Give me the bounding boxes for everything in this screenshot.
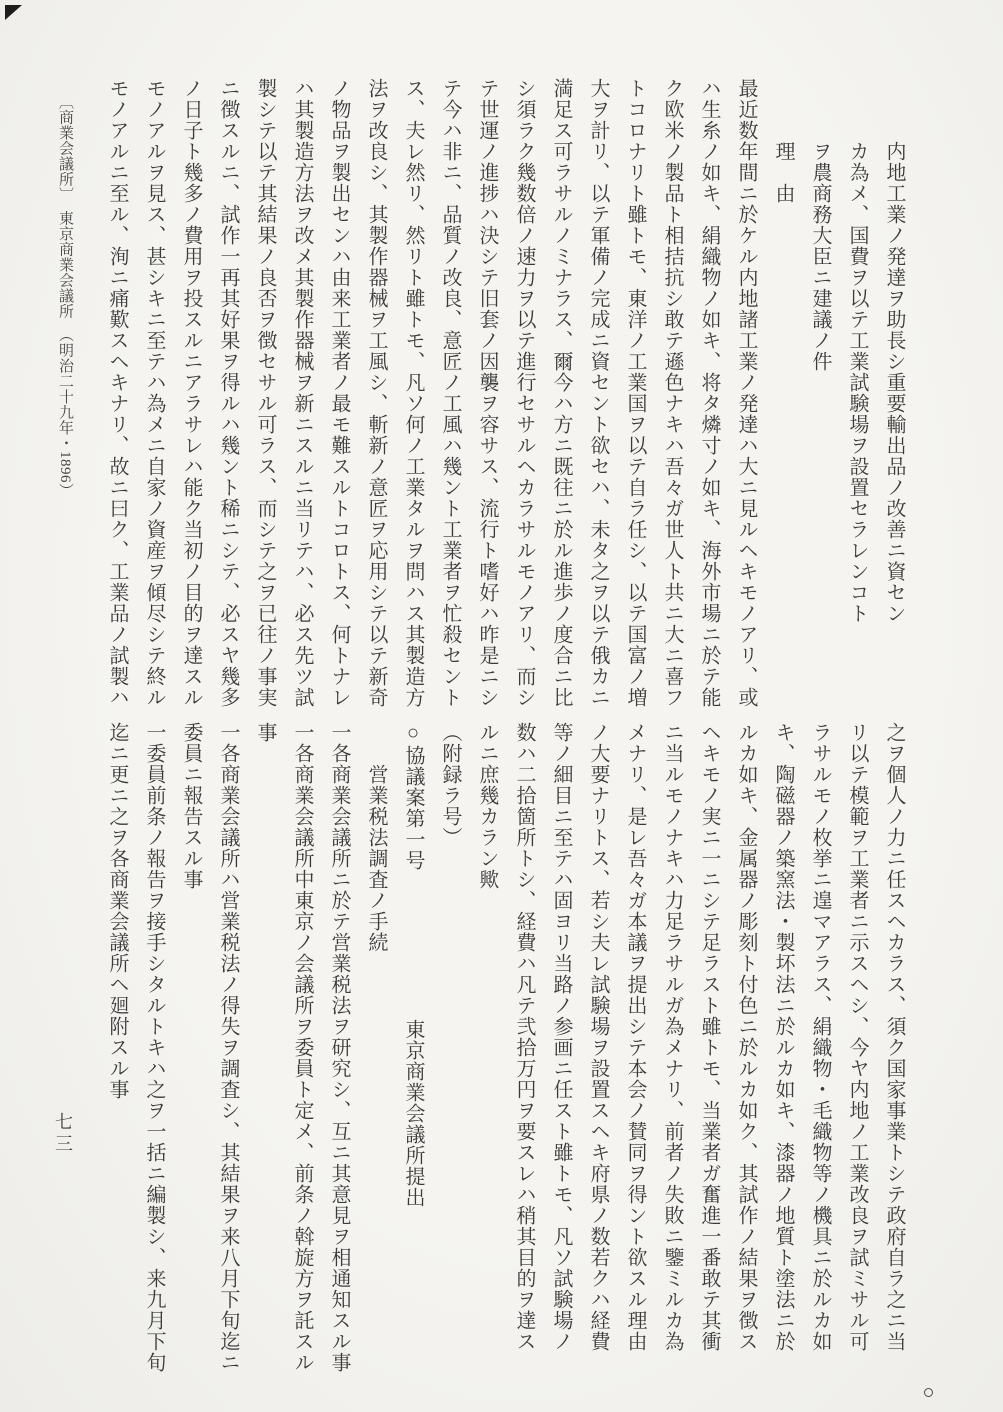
body-line: ク欧米ノ製品ト相拮抗シ敢テ遜色ナキハ吾々ガ世人ト共ニ大ニ喜フ [661, 78, 683, 708]
body-line: 法ヲ改良シ、其製作器械ヲ工風シ、斬新ノ意匠ヲ応用シテ以テ新奇 [365, 78, 387, 708]
body-line: シ須ラク幾数倍ノ速力ヲ以テ進行セサルヘカラサルモノアリ、而シ [513, 78, 535, 708]
resolution-item-line: 事 [254, 722, 276, 743]
body-line: ラサルモノ枚挙ニ遑マアラス、絹織物・毛織物等ノ機具ニ於ルカ如 [809, 722, 831, 1352]
body-line: ハ其製造方法ヲ改メ其製作器械ヲ新ニスルニ当リテハ、必ス先ツ試 [291, 78, 313, 708]
body-line: ノ物品ヲ製出センハ由来工業者ノ最モ難スルトコロトス、何トナレ [328, 78, 350, 708]
body-line: 満足ス可ラサルノミナラス、爾今ハ方ニ既往ニ於ル進歩ノ度合ニ比 [550, 78, 572, 708]
body-line: 之ヲ個人ノ力ニ任スヘカラス、須ク国家事業トシテ政府自ラ之ニ当 [883, 722, 905, 1352]
resolution-item-line: 一各商業会議所ハ営業税法ノ得失ヲ調査シ、其結果ヲ来八月下旬迄ニ [217, 722, 239, 1373]
body-line: ルカ如キ、金属器ノ彫刻ト付色ニ於ルカ如ク、其試作ノ結果ヲ徴ス [735, 722, 757, 1352]
resolution-item-line: 一委員前条ノ報告ヲ接手シタルトキハ之ヲ一括ニ編製シ、来九月下旬 [143, 722, 165, 1373]
resolution-item-line: 一各商業会議所ニ於テ営業税法ヲ研究シ、互ニ其意見ヲ相通知スル事 [328, 722, 350, 1373]
scan-artifact-corner-mark [5, 5, 22, 20]
body-line: ニ徴スルニ、試作一再其好果ヲ得ルハ幾ント稀ニシテ、必スヤ幾多 [217, 78, 239, 708]
body-line: ノ日子ト幾多ノ費用ヲ投スルニアラサレハ能ク当初ノ目的ヲ達スル [180, 78, 202, 708]
body-line: トコロナリト雖トモ、東洋ノ工業国ヲ以テ自ラ任シ、以テ国富ノ増 [624, 78, 646, 708]
body-line: ルニ庶幾カラン歟 [476, 722, 498, 890]
body-line: モノアルヲ見ス、甚シキニ至テハ為メニ自家ノ資産ヲ傾尽シテ終ル [143, 78, 165, 708]
petition-title-line: ヲ農商務大臣ニ建議ノ件 [809, 78, 831, 372]
body-line: テ世運ノ進捗ハ決シテ旧套ノ因襲ヲ容サス、流行ト嗜好ハ昨是ニシ [476, 78, 498, 708]
resolution-item-line: 一各商業会議所中東京ノ会議所ヲ委員ト定メ、前条ノ斡旋方ヲ託スル [291, 722, 313, 1373]
body-line: キ、陶磁器ノ築窯法・製坏法ニ於ルカ如キ、漆器ノ地質ト塗法ニ於 [772, 722, 794, 1352]
proposal-subject: 営業税法調査ノ手続 [365, 722, 387, 953]
body-line: ス、夫レ然リ、然リト雖トモ、凡ソ何ノ工業タルヲ問ハス其製造方 [402, 78, 424, 708]
source-note: 〔商業会議所〕 東京商業会議所 （明治二十九年・1896） [57, 94, 73, 499]
body-line: 大ヲ計リ、以テ軍備ノ完成ニ資セント欲セハ、未タ之ヲ以テ俄カニ [587, 78, 609, 708]
body-line: 等ノ細目ニ至テハ固ヨリ当路ノ参画ニ任スト雖トモ、凡ソ試験場ノ [550, 722, 572, 1352]
top-document [50, 78, 912, 743]
body-line: 最近数年間ニ於ケル内地諸工業ノ発達ハ大ニ見ルヘキモノアリ、或 [735, 78, 757, 708]
body-line: リ以テ模範ヲ工業者ニ示スヘシ、今ヤ内地ノ工業改良ヲ試ミサル可 [846, 722, 868, 1352]
proposal-heading-line [394, 722, 431, 1387]
resolution-item-line: 委員ニ報告スル事 [180, 722, 202, 890]
body-line: 数ハ二拾箇所トシ、経費ハ凡テ弐拾万円ヲ要スレハ稍其目的ヲ達ス [513, 722, 535, 1352]
proposal-heading: ○協議案第一号 [402, 722, 424, 871]
appendix-note: （附録ラ号） [439, 722, 461, 848]
body-line: メナリ、是レ吾々ガ本議ヲ提出シテ本会ノ賛同ヲ得ント欲スル理由 [624, 722, 646, 1352]
body-line: テ今ハ非ニ、品質ノ改良、意匠ノ工風ハ幾ント工業者ヲ忙殺セント [439, 78, 461, 708]
submitter: 東京商業会議所提出 [402, 1019, 424, 1208]
resolution-item-line: 迄ニ更ニ之ヲ各商業会議所ヘ廻附スル事 [106, 722, 128, 1100]
petition-title-line: 内地工業ノ発達ヲ助長シ重要輸出品ノ改善ニ資セン [883, 78, 905, 624]
bottom-document [98, 722, 912, 1387]
page-number: 七三 [53, 1112, 73, 1156]
body-line: ハ生糸ノ如キ、絹織物ノ如キ、将タ燐寸ノ如キ、海外市場ニ於テ能 [698, 78, 720, 708]
petition-title-line: カ為メ、国費ヲ以テ工業試験場ヲ設置セラレンコト [846, 78, 868, 624]
section-heading-reason: 理 由 [772, 78, 794, 204]
body-line: ノ大要ナリトス、若シ夫レ試験場ヲ設置スヘキ府県ノ数若クハ経費 [587, 722, 609, 1352]
body-line: モノアルニ至ル、洵ニ痛歎スヘキナリ、故ニ曰ク、工業品ノ試製ハ [106, 78, 128, 708]
body-line: ニ当ルモノナキハ力足ラサルガ為メナリ、前者ノ失敗ニ鑒ミルカ為 [661, 722, 683, 1352]
body-line: ヘキモノ実ニ一ニシテ足ラスト雖トモ、当業者ガ奮進一番敢テ其衝 [698, 722, 720, 1352]
scan-artifact-dot [924, 1388, 933, 1397]
body-line: 製シテ以テ其結果ノ良否ヲ徴セサル可ラス、而シテ之ヲ已往ノ事実 [254, 78, 276, 708]
